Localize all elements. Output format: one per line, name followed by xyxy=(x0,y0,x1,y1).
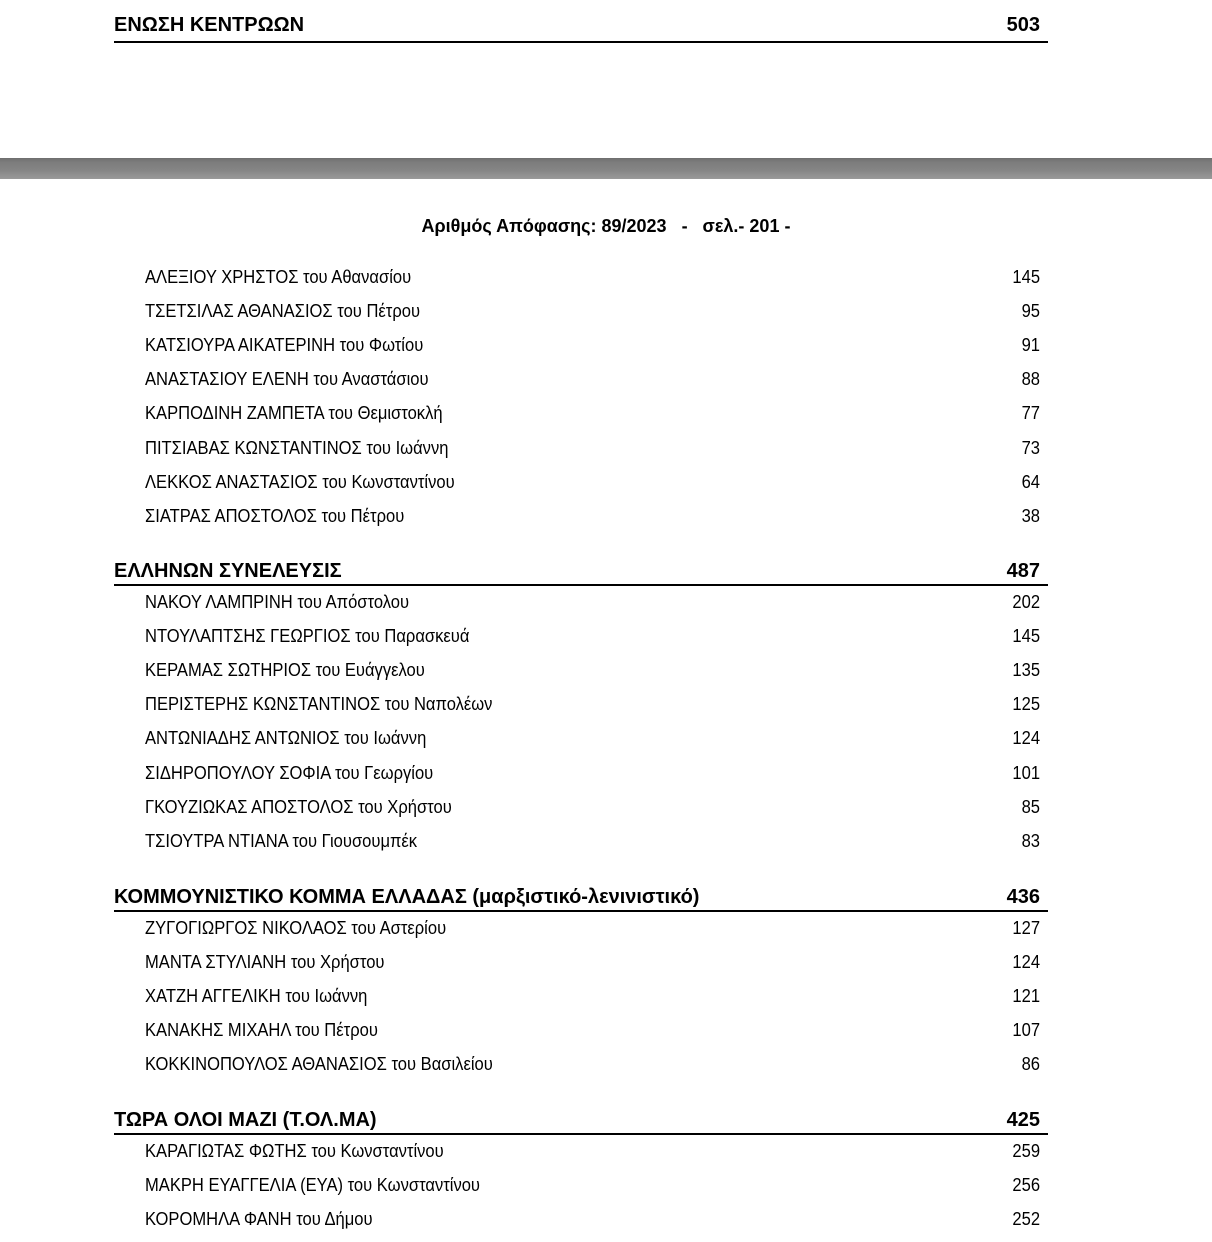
candidate-name: ΤΣΕΤΣΙΛΑΣ ΑΘΑΝΑΣΙΟΣ του Πέτρου xyxy=(145,301,421,322)
candidate-name: ΣΙΔΗΡΟΠΟΥΛΟΥ ΣΟΦΙΑ του Γεωργίου xyxy=(145,762,434,783)
candidate-name: ΤΣΙΟΥΤΡΑ ΝΤΙΑΝΑ του Γιουσουμπέκ xyxy=(145,830,418,851)
candidate-row xyxy=(145,728,1040,752)
candidate-votes: 135 xyxy=(1012,660,1040,681)
candidate-votes: 259 xyxy=(1012,1141,1040,1161)
candidate-name: ΚΕΡΑΜΑΣ ΣΩΤΗΡΙΟΣ του Ευάγγελου xyxy=(145,660,425,681)
party-total: 487 xyxy=(1006,560,1040,582)
decision-header: Αριθμός Απόφασης: 89/2023 - σελ.- 201 - xyxy=(421,216,791,236)
party-header xyxy=(114,550,1048,586)
candidate-row xyxy=(145,369,1040,393)
candidate-votes: 101 xyxy=(1012,762,1040,783)
candidate-row xyxy=(145,797,1040,821)
candidate-name: ΜΑΝΤΑ ΣΤΥΛΙΑΝΗ του Χρήστου xyxy=(145,952,385,973)
candidate-name: ΝΑΚΟΥ ΛΑΜΠΡΙΝΗ του Απόστολου xyxy=(145,592,410,612)
candidate-votes: 124 xyxy=(1012,952,1040,973)
candidate-votes: 77 xyxy=(1021,403,1040,424)
candidate-name: ΑΝΤΩΝΙΑΔΗΣ ΑΝΤΩΝΙΟΣ του Ιωάννη xyxy=(145,728,427,749)
candidate-name: ΛΕΚΚΟΣ ΑΝΑΣΤΑΣΙΟΣ του Κωνσταντίνου xyxy=(145,471,455,492)
candidate-votes: 145 xyxy=(1012,626,1040,647)
party-name: ΕΛΛΗΝΩΝ ΣΥΝΕΛΕΥΣΙΣ xyxy=(114,560,342,582)
candidate-row xyxy=(145,1175,1040,1199)
candidate-row xyxy=(145,763,1040,787)
candidate-row xyxy=(145,1054,1040,1078)
candidate-row xyxy=(145,1141,1040,1165)
party-total: 425 xyxy=(1006,1109,1040,1131)
candidate-row xyxy=(145,694,1040,718)
candidate-name: ΓΚΟΥΖΙΩΚΑΣ ΑΠΟΣΤΟΛΟΣ του Χρήστου xyxy=(145,796,452,817)
party-total: 503 xyxy=(1006,14,1040,36)
candidate-row xyxy=(145,267,1040,291)
candidate-votes: 121 xyxy=(1012,986,1040,1007)
candidate-name: ΧΑΤΖΗ ΑΓΓΕΛΙΚΗ του Ιωάννη xyxy=(145,986,368,1007)
party-total: 436 xyxy=(1006,886,1040,908)
candidate-row xyxy=(145,438,1040,462)
candidate-name: ΚΑΝΑΚΗΣ ΜΙΧΑΗΛ του Πέτρου xyxy=(145,1020,378,1041)
candidate-name: ΚΑΡΑΓΙΩΤΑΣ ΦΩΤΗΣ του Κωνσταντίνου xyxy=(145,1141,444,1161)
candidate-votes: 252 xyxy=(1012,1209,1040,1230)
candidate-votes: 256 xyxy=(1012,1175,1040,1196)
candidate-name: ΠΙΤΣΙΑΒΑΣ ΚΩΝΣΤΑΝΤΙΝΟΣ του Ιωάννη xyxy=(145,437,449,458)
candidate-name: ΚΟΡΟΜΗΛΑ ΦΑΝΗ του Δήμου xyxy=(145,1209,373,1230)
candidate-row xyxy=(145,335,1040,359)
candidate-votes: 85 xyxy=(1021,796,1040,817)
candidate-row xyxy=(145,1209,1040,1233)
candidate-name: ΜΑΚΡΗ ΕΥΑΓΓΕΛΙΑ (ΕΥΑ) του Κωνσταντίνου xyxy=(145,1175,480,1196)
candidate-name: ΚΟΚΚΙΝΟΠΟΥΛΟΣ ΑΘΑΝΑΣΙΟΣ του Βασιλείου xyxy=(145,1054,493,1075)
candidate-name: ΚΑΡΠΟΔΙΝΗ ΖΑΜΠΕΤΑ του Θεμιστοκλή xyxy=(145,403,443,424)
party-header-top xyxy=(114,4,1048,43)
candidate-name: ΣΙΑΤΡΑΣ ΑΠΟΣΤΟΛΟΣ του Πέτρου xyxy=(145,505,405,526)
candidate-name: ΝΤΟΥΛΑΠΤΣΗΣ ΓΕΩΡΓΙΟΣ του Παρασκευά xyxy=(145,626,470,647)
candidate-votes: 73 xyxy=(1021,437,1040,458)
page-separator xyxy=(0,158,1212,179)
candidate-votes: 91 xyxy=(1021,335,1040,356)
candidate-row xyxy=(145,660,1040,684)
candidate-votes: 125 xyxy=(1012,694,1040,715)
candidate-votes: 107 xyxy=(1012,1020,1040,1041)
candidate-votes: 202 xyxy=(1012,592,1040,612)
party-name: ΤΩΡΑ ΟΛΟΙ ΜΑΖΙ (Τ.ΟΛ.ΜΑ) xyxy=(114,1109,377,1131)
candidate-name: ΖΥΓΟΓΙΩΡΓΟΣ ΝΙΚΟΛΑΟΣ του Αστερίου xyxy=(145,918,447,938)
candidate-row xyxy=(145,403,1040,427)
candidate-row xyxy=(145,952,1040,976)
candidate-votes: 95 xyxy=(1021,301,1040,322)
candidate-row xyxy=(145,301,1040,325)
candidate-row xyxy=(145,506,1040,530)
candidate-votes: 86 xyxy=(1021,1054,1040,1075)
previous-page xyxy=(0,0,1212,158)
candidate-row xyxy=(145,986,1040,1010)
party-header xyxy=(114,876,1048,912)
candidate-votes: 145 xyxy=(1012,267,1040,287)
party-name: ΚΟΜΜΟΥΝΙΣΤΙΚΟ ΚΟΜΜΑ ΕΛΛΑΔΑΣ (μαρξιστικό-λενινιστικό) xyxy=(114,886,700,908)
candidate-row xyxy=(145,1020,1040,1044)
candidate-row xyxy=(145,592,1040,616)
party-name: ΕΝΩΣΗ ΚΕΝΤΡΩΩΝ xyxy=(114,14,305,36)
candidate-votes: 38 xyxy=(1021,505,1040,526)
candidate-row xyxy=(145,918,1040,942)
candidate-votes: 83 xyxy=(1021,830,1040,851)
candidate-votes: 64 xyxy=(1021,471,1040,492)
candidate-row xyxy=(145,626,1040,650)
candidate-name: ΑΝΑΣΤΑΣΙΟΥ ΕΛΕΝΗ του Αναστάσιου xyxy=(145,369,429,390)
candidate-votes: 127 xyxy=(1012,918,1040,938)
candidate-votes: 88 xyxy=(1021,369,1040,390)
candidate-name: ΠΕΡΙΣΤΕΡΗΣ ΚΩΝΣΤΑΝΤΙΝΟΣ του Ναπολέων xyxy=(145,694,493,715)
candidate-row xyxy=(145,472,1040,496)
candidate-name: ΚΑΤΣΙΟΥΡΑ ΑΙΚΑΤΕΡΙΝΗ του Φωτίου xyxy=(145,335,424,356)
party-header xyxy=(114,1099,1048,1135)
candidate-votes: 124 xyxy=(1012,728,1040,749)
candidate-row xyxy=(145,831,1040,855)
candidate-name: ΑΛΕΞΙΟΥ ΧΡΗΣΤΟΣ του Αθανασίου xyxy=(145,267,412,287)
